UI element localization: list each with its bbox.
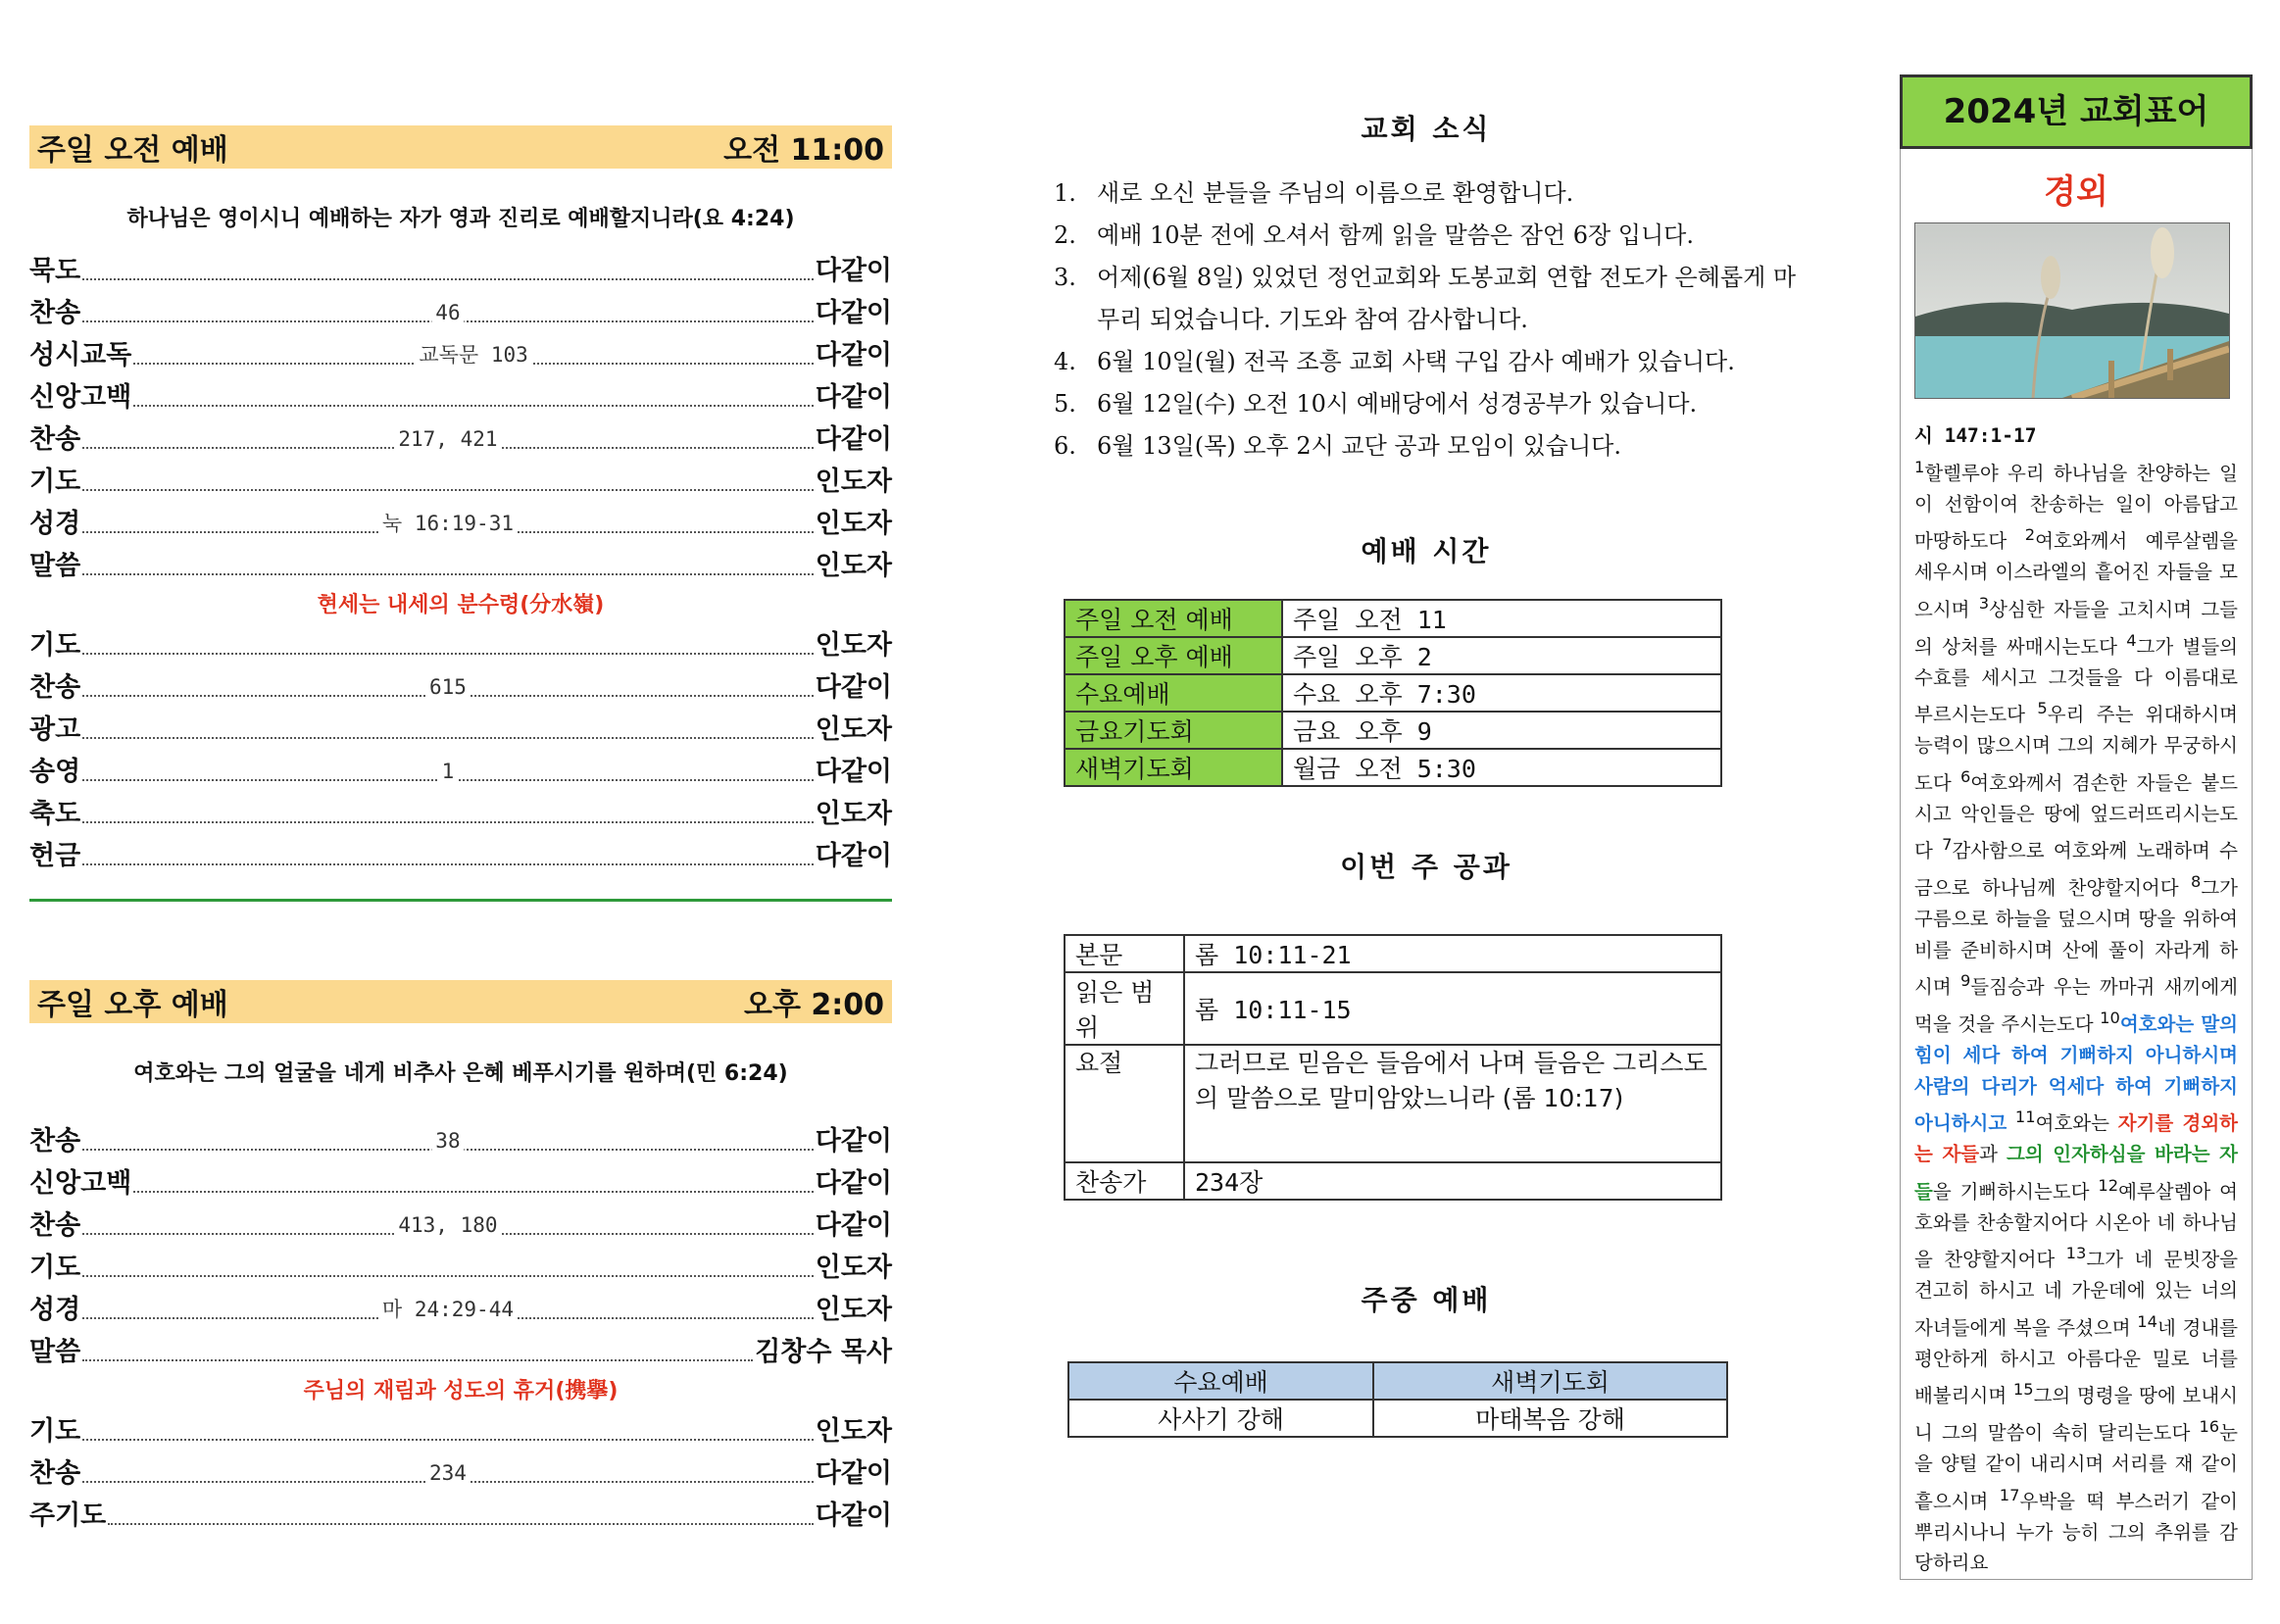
psalm-v11d: 그의 인자하심을 바라는 자들 [1914, 1143, 2238, 1203]
order-item-label: 신앙고백 [29, 382, 132, 413]
news-number: 5. [1054, 390, 1076, 418]
pm-order-list-2 [29, 1410, 892, 1537]
service-time-row [1065, 712, 1721, 749]
order-item-leader: 인도자 [815, 551, 892, 581]
news-text: 6월 12일(수) 오전 10시 예배당에서 성경공부가 있습니다. [1097, 390, 1698, 418]
order-item-label: 기도 [29, 1253, 81, 1283]
leader-dots [133, 343, 813, 367]
motto-title: 2024년 교회표어 [1900, 74, 2253, 149]
news-item [1054, 215, 1799, 257]
weekday-header-wed: 수요예배 [1068, 1362, 1373, 1400]
order-item-label: 말씀 [29, 1337, 81, 1367]
order-item-label: 헌금 [29, 841, 81, 871]
service-name: 주일 오후 예배 [1065, 637, 1282, 674]
lesson-row [1065, 1045, 1721, 1162]
weekday-value-dawn: 마태복음 강해 [1373, 1400, 1727, 1437]
news-number: 1. [1054, 179, 1076, 207]
order-item-leader: 인도자 [815, 1253, 892, 1283]
psalm-reference: 시 147:1-17 [1914, 424, 2037, 447]
lesson-key: 본문 [1065, 935, 1184, 972]
order-item-leader: 다같이 [815, 424, 892, 455]
service-times-table [1064, 599, 1722, 787]
order-item-detail: 38 [431, 1120, 464, 1162]
order-item-detail: 46 [431, 292, 464, 334]
order-item [29, 624, 892, 666]
motto-box [1900, 149, 2253, 1580]
order-item-label: 광고 [29, 714, 81, 745]
leader-dots [82, 1298, 814, 1321]
order-item-label: 신앙고백 [29, 1168, 132, 1199]
news-text: 어제(6월 8일) 있었던 정언교회와 도봉교회 연합 전도가 은혜롭게 마무리 되었습니다. 기도와 참여 감사합니다. [1097, 264, 1797, 333]
order-item-leader: 다같이 [815, 1458, 892, 1489]
motto-column [1900, 74, 2253, 1580]
psalm-text: 시 147:1-17 $^1$할렐루야 우리 하나님을 찬양하는 일이 선함이여 찬송하는 일이 아름답고 마땅하도다 $^2$여호와께서 예루살렘을 세우시며 이스라엘의 흩어진 자들을 모으시며 $^3$상심한 자들을 고치시며 그들의 상처를 싸매시는도다 $^4$그가 별들의 수효를 세시고 그것들을 다 이름대로 부르시는도다 $^5$우리 주는 위대하시며 능력이 많으시며 그의 지혜가 무궁하시도다 $^6$여호와께서 겸손한 자들은 붙드시고 악인들은 땅에 엎드러뜨리시는도다 $^7$감사함으로 여호와께 노래하며 수금으로 하나님께 찬양할지어다 $^8$그가 구름으로 하늘을 덮으시며 땅을 위하여 비를 준비하시며 산에 풀이 자라게 하시며 $^9$들짐승과 우는 까마귀 새끼에게 먹을 것을 주시는도다 $^{10}$여호와는 말의 힘이 세다 하여 기뻐하지 아니하시며 사람의 다리가 억세다 하여 기뻐하지 아니하시고 $^{11}$여호와는 자기를 경외하는 자들과 그의 인자하심을 바라는 자들을 기뻐하시는도다 $^{12}$예루살렘아 여호와를 찬송할지어다 시온아 네 하나님을 찬양할지어다 $^{13}$그가 네 문빗장을 견고히 하시고 네 가운데에 있는 너의 자녀들에게 복을 주셨으며 $^{14}$네 경내를 평안하게 하시고 아름다운 밀로 너를 배불리시며 $^{15}$그의 명령을 땅에 보내시니 그의 말씀이 속히 달리는도다 $^{16}$눈을 양털 같이 내리시며 서리를 재 같이 흩으시며 $^{17}$우박을 떡 부스러기 같이 뿌리시나니 누가 능히 그의 추위를 감당하리요 [1914, 424, 2239, 1574]
order-item [29, 1331, 892, 1373]
order-item-label: 찬송 [29, 1210, 81, 1241]
leader-dots [82, 489, 814, 491]
lesson-key: 찬송가 [1065, 1162, 1184, 1200]
lesson-key: 요절 [1065, 1045, 1184, 1162]
psalm-v2: 여호와께서 예루살렘을 세우시며 이스라엘의 흩어진 자들을 모으시며 [1914, 529, 2238, 620]
pm-sermon-title: 주님의 재림과 성도의 휴거(携擧) [303, 1379, 619, 1403]
order-item-label: 송영 [29, 757, 81, 787]
news-item [1054, 257, 1799, 341]
order-item-detail: 234 [425, 1452, 471, 1495]
order-item [29, 1495, 892, 1537]
section-divider [29, 899, 892, 902]
service-time: 수요 오후 7:30 [1282, 674, 1721, 712]
order-item-leader: 다같이 [815, 1210, 892, 1241]
service-name: 주일 오전 예배 [1065, 600, 1282, 637]
am-service-header [29, 125, 892, 169]
am-call-verse: 하나님은 영이시니 예배하는 자가 영과 진리로 예배할지니라(요 4:24) [126, 207, 795, 231]
landscape-photo [1914, 222, 2230, 399]
order-item-leader: 다같이 [815, 382, 892, 413]
order-item [29, 793, 892, 835]
order-item [29, 376, 892, 418]
leader-dots [82, 821, 814, 823]
am-service-time: 오전 11:00 [723, 133, 884, 168]
news-number: 2. [1054, 221, 1076, 249]
leader-dots [82, 301, 814, 324]
leader-dots [82, 1275, 814, 1277]
order-item [29, 1289, 892, 1331]
order-item-leader: 인도자 [815, 1416, 892, 1447]
order-item-label: 기도 [29, 467, 81, 497]
order-item [29, 1205, 892, 1247]
order-item-leader: 인도자 [815, 714, 892, 745]
order-item-leader: 다같이 [815, 298, 892, 328]
order-item [29, 503, 892, 545]
psalm-v8: 그가 구름으로 하늘을 덮으시며 땅을 위하여 비를 준비하시며 산에 풀이 자라게 하시며 [1914, 876, 2238, 999]
lesson-key: 읽은 범위 [1065, 972, 1184, 1045]
lesson-row [1065, 935, 1721, 972]
order-item-detail: 눅 16:19-31 [378, 503, 518, 545]
pm-service-title: 주일 오후 예배 [37, 988, 228, 1022]
psalm-v11b: 자기를 경외하는 자들 [1914, 1111, 2239, 1165]
order-item [29, 1162, 892, 1205]
order-item [29, 751, 892, 793]
info-column [1054, 108, 1799, 1438]
service-time-row [1065, 749, 1721, 786]
psalm-v1: 할렐루야 우리 하나님을 찬양하는 일이 선함이여 찬송하는 일이 아름답고 마땅하도다 [1914, 462, 2238, 553]
lesson-value: 그러므로 믿음은 들음에서 나며 들음은 그리스도의 말씀으로 말미암았느니라 (롬 10:17) [1184, 1045, 1721, 1162]
leader-dots [133, 405, 813, 407]
leader-dots [82, 573, 814, 575]
am-sermon-title: 현세는 내세의 분수령(分水嶺) [317, 593, 605, 617]
news-item [1054, 341, 1799, 383]
order-item [29, 545, 892, 587]
order-item-leader: 다같이 [815, 1168, 892, 1199]
leader-dots [82, 1439, 814, 1441]
service-time-row [1065, 674, 1721, 712]
order-item-detail: 마 24:29-44 [378, 1289, 518, 1331]
leader-dots [82, 1461, 814, 1485]
psalm-v16: 눈을 양털 같이 내리시며 서리를 재 같이 흩으시며 [1914, 1421, 2238, 1512]
service-name: 새벽기도회 [1065, 749, 1282, 786]
pm-service-header [29, 980, 892, 1023]
psalm-v13: 그가 네 문빗장을 견고히 하시고 네 가운데에 있는 너의 자녀들에게 복을 주셨으며 [1914, 1248, 2238, 1339]
leader-dots [133, 1191, 813, 1193]
service-times-title: 예배 시간 [1361, 535, 1492, 567]
lesson-row [1065, 972, 1721, 1045]
order-item-leader: 인도자 [815, 630, 892, 661]
psalm-v4: 그가 별들의 수효를 세시고 그것들을 다 이름대로 부르시는도다 [1914, 635, 2239, 726]
lesson-value: 234장 [1184, 1162, 1721, 1200]
worship-order-column [29, 125, 892, 1537]
leader-dots [82, 863, 814, 865]
order-item-leader: 다같이 [815, 340, 892, 370]
order-item-label: 성경 [29, 509, 81, 539]
service-time-row [1065, 600, 1721, 637]
lesson-value: 롬 10:11-21 [1184, 935, 1721, 972]
weekday-header-dawn: 새벽기도회 [1373, 1362, 1727, 1400]
order-item-label: 성시교독 [29, 340, 132, 370]
order-item-leader: 다같이 [815, 841, 892, 871]
order-item-label: 찬송 [29, 424, 81, 455]
order-item [29, 1452, 892, 1495]
order-item-leader: 김창수 목사 [755, 1337, 892, 1367]
psalm-v5: 우리 주는 위대하시며 능력이 많으시며 그의 지혜가 무궁하시도다 [1914, 703, 2238, 794]
order-item-leader: 인도자 [815, 1295, 892, 1325]
order-item-label: 묵도 [29, 256, 81, 286]
leader-dots [108, 1523, 814, 1525]
leader-dots [82, 278, 814, 280]
order-item-detail: 1 [438, 751, 459, 793]
order-item-label: 말씀 [29, 551, 81, 581]
lesson-table [1064, 934, 1722, 1201]
service-time-row [1065, 637, 1721, 674]
order-item-leader: 다같이 [815, 672, 892, 703]
leader-dots [82, 675, 814, 699]
order-item [29, 334, 892, 376]
weekday-table [1067, 1361, 1728, 1438]
weekday-title: 주중 예배 [1361, 1284, 1492, 1316]
psalm-v10: 여호와는 말의 힘이 세다 하여 기뻐하지 아니하시며 사람의 다리가 억세다 하여 기뻐하지 아니하시고 [1914, 1012, 2238, 1135]
psalm-v11a: 여호와는 [2035, 1111, 2118, 1135]
order-item [29, 292, 892, 334]
psalm-v15: 그의 명령을 땅에 보내시니 그의 말씀이 속히 달리는도다 [1914, 1384, 2238, 1445]
order-item-leader: 인도자 [815, 799, 892, 829]
service-time: 금요 오후 9 [1282, 712, 1721, 749]
order-item-leader: 다같이 [815, 757, 892, 787]
order-item [29, 461, 892, 503]
psalm-v3: 상심한 자들을 고치시며 그들의 상처를 싸매시는도다 [1914, 598, 2239, 658]
order-item-label: 기도 [29, 630, 81, 661]
pm-call-verse: 여호와는 그의 얼굴을 네게 비추사 은혜 베푸시기를 원하며(민 6:24) [133, 1061, 788, 1086]
news-text: 6월 10일(월) 전곡 조흥 교회 사택 구입 감사 예배가 있습니다. [1097, 348, 1735, 375]
news-number: 4. [1054, 348, 1076, 375]
order-item-leader: 인도자 [815, 509, 892, 539]
order-item-label: 찬송 [29, 1458, 81, 1489]
order-item-leader: 다같이 [815, 256, 892, 286]
leader-dots [82, 737, 814, 739]
news-number: 6. [1054, 432, 1076, 460]
order-item [29, 666, 892, 709]
order-item [29, 1120, 892, 1162]
news-text: 새로 오신 분들을 주님의 이름으로 환영합니다. [1097, 179, 1574, 207]
news-list [1054, 172, 1799, 468]
leader-dots [82, 1359, 753, 1361]
pm-order-list [29, 1120, 892, 1373]
service-time: 주일 오전 11 [1282, 600, 1721, 637]
order-item [29, 1410, 892, 1452]
motto-word: 경외 [2044, 172, 2108, 212]
order-item-detail: 413, 180 [394, 1205, 501, 1247]
order-item-detail: 교독문 103 [415, 334, 531, 376]
service-time: 주일 오후 2 [1282, 637, 1721, 674]
leader-dots [82, 512, 814, 535]
am-order-list-2 [29, 624, 892, 877]
order-item-label: 성경 [29, 1295, 81, 1325]
order-item [29, 418, 892, 461]
service-name: 수요예배 [1065, 674, 1282, 712]
order-item-label: 기도 [29, 1416, 81, 1447]
am-service-title: 주일 오전 예배 [37, 133, 228, 168]
order-item-detail: 217, 421 [394, 418, 501, 461]
psalm-v7: 감사함으로 여호와께 노래하며 수금으로 하나님께 찬양할지어다 [1914, 839, 2238, 900]
order-item [29, 835, 892, 877]
psalm-v11c: 과 [1979, 1143, 2007, 1165]
service-name: 금요기도회 [1065, 712, 1282, 749]
weekday-value-wed: 사사기 강해 [1068, 1400, 1373, 1437]
lesson-row [1065, 1162, 1721, 1200]
order-item-label: 축도 [29, 799, 81, 829]
psalm-v9: 들짐승과 우는 까마귀 새끼에게 먹을 것을 주시는도다 [1914, 975, 2238, 1036]
news-text: 예배 10분 전에 오셔서 함께 읽을 말씀은 잠언 6장 입니다. [1097, 221, 1694, 249]
order-item-leader: 인도자 [815, 467, 892, 497]
psalm-v6: 여호와께서 겸손한 자들은 붙드시고 악인들은 땅에 엎드러뜨리시는도다 [1914, 771, 2238, 862]
news-number: 3. [1054, 264, 1076, 291]
order-item-leader: 다같이 [815, 1126, 892, 1156]
lesson-value: 롬 10:11-15 [1184, 972, 1721, 1045]
lesson-title: 이번 주 공과 [1340, 851, 1512, 883]
order-item-label: 찬송 [29, 298, 81, 328]
order-item [29, 1247, 892, 1289]
psalm-v12: 예루살렘아 여호와를 찬송할지어다 시온아 네 하나님을 찬양할지어다 [1914, 1180, 2238, 1271]
psalm-v11e: 을 기뻐하시는도다 [1932, 1180, 2099, 1203]
order-item-leader: 다같이 [815, 1501, 892, 1531]
order-item-detail: 615 [425, 666, 471, 709]
order-item [29, 709, 892, 751]
pm-service-time: 오후 2:00 [743, 988, 884, 1022]
news-item [1054, 172, 1799, 215]
leader-dots [82, 1129, 814, 1153]
leader-dots [82, 653, 814, 655]
leader-dots [82, 760, 814, 783]
order-item-label: 주기도 [29, 1501, 107, 1531]
am-order-list [29, 250, 892, 587]
news-item [1054, 425, 1799, 468]
order-item-label: 찬송 [29, 1126, 81, 1156]
order-item-label: 찬송 [29, 672, 81, 703]
service-time: 월금 오전 5:30 [1282, 749, 1721, 786]
leader-dots [82, 427, 814, 451]
psalm-v14: 네 경내를 평안하게 하시고 아름다운 밀로 너를 배불리시며 [1914, 1316, 2239, 1407]
leader-dots [82, 1213, 814, 1237]
news-title: 교회 소식 [1361, 113, 1492, 145]
news-item [1054, 383, 1799, 425]
psalm-v17: 우박을 떡 부스러기 같이 뿌리시나니 누가 능히 그의 추위를 감당하리요 [1914, 1490, 2239, 1574]
order-item [29, 250, 892, 292]
news-text: 6월 13일(목) 오후 2시 교단 공과 모임이 있습니다. [1097, 432, 1621, 460]
